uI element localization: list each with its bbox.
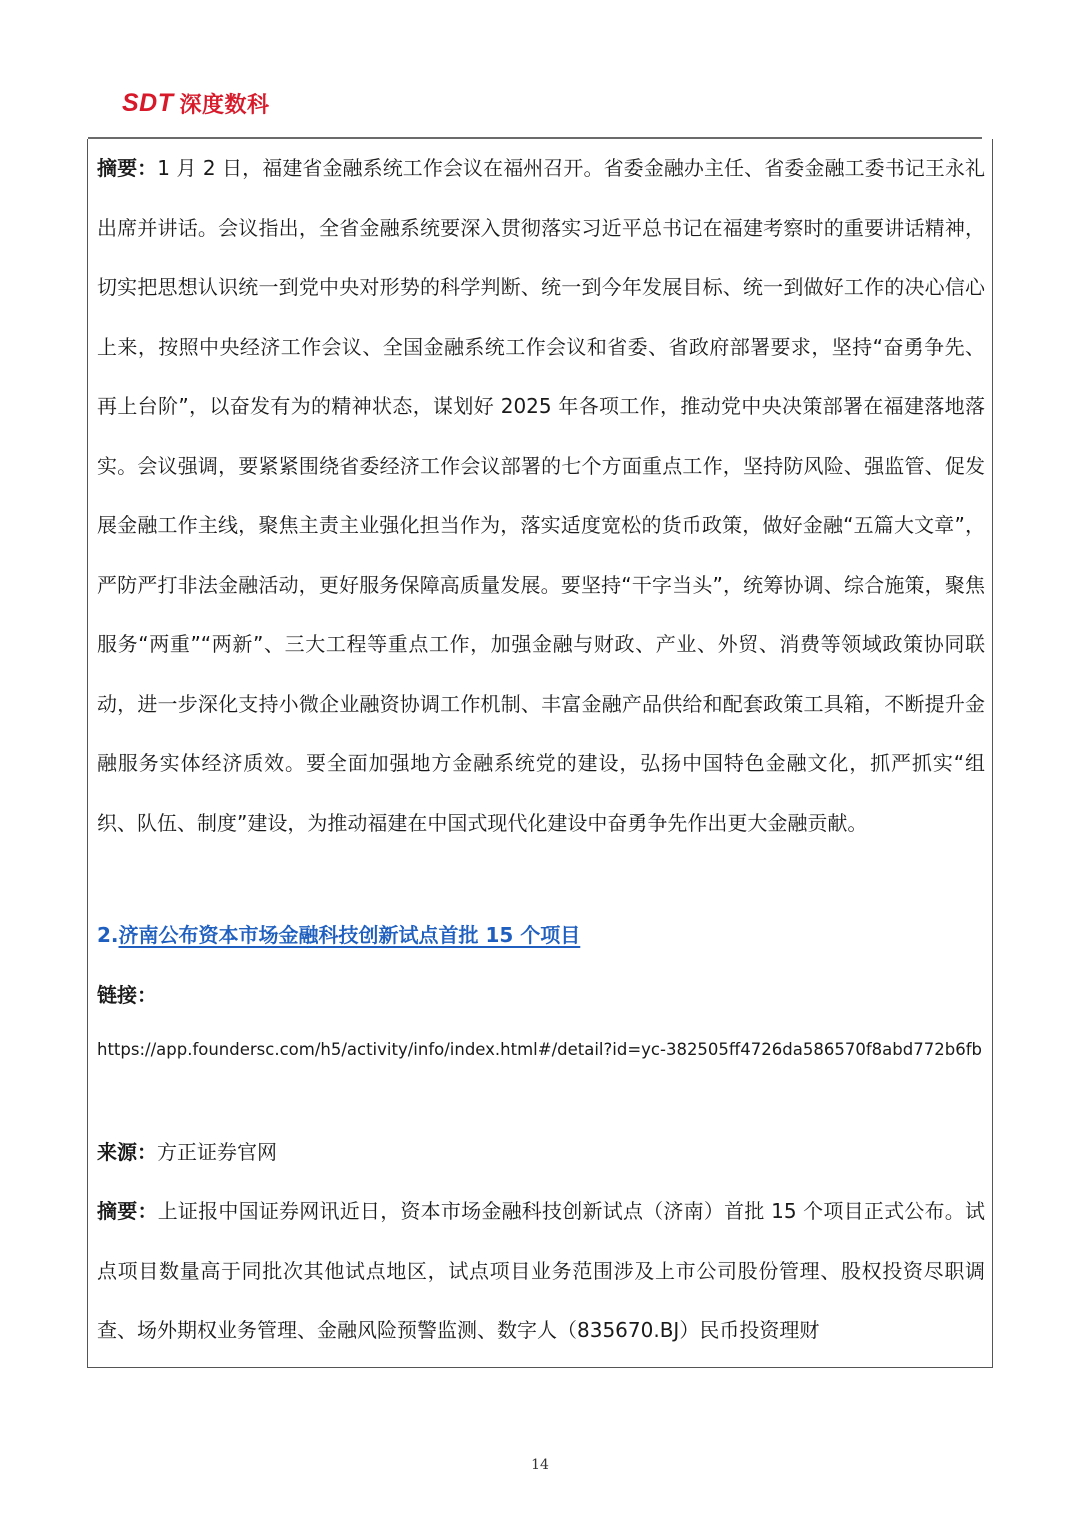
item2-source-value: 方正证券官网 xyxy=(157,1140,277,1164)
item1-summary-text: 1 月 2 日，福建省金融系统工作会议在福州召开。省委金融办主任、省委金融工委书记王永礼出席并讲话。会议指出，全省金融系统要深入贯彻落实习近平总书记在福建考察时的重要讲话精神，切实把思想认识统一到党中央对形势的科学判断、统一到今年发展目标、统一到做好工作的决心信心上来，按照中央经济工作会议、全国金融系统工作会议和省委、省政府部署要求，坚持“奋勇争先、再上台阶”，以奋发有为的精神状态，谋划好 2025 年各项工作，推动党中央决策部署在福建落地落实。会议强调，要紧紧围绕省委经济工作会议部署的七个方面重点工作，坚持防风险、强监管、促发展金融工作主线，聚焦主责主业强化担当作为，落实适度宽松的货币政策，做好金融“五篇大文章”，严防严打非法金融活动，更好服务保障高质量发展。要坚持“干字当头”，统筹协调、综合施策，聚焦服务“两重”“两新”、三大工程等重点工作，加强金融与财政、产业、外贸、消费等领域政策协同联动，进一步深化支持小微企业融资协调工作机制、丰富金融产品供给和配套政策工具箱，不断提升金融服务实体经济质效。要全面加强地方金融系统党的建设，弘扬中国特色金融文化，抓严抓实“组织、队伍、制度”建设，为推动福建在中国式现代化建设中奋勇争先作出更大金融贡献。 xyxy=(97,156,986,835)
item1-summary-label: 摘要： xyxy=(97,156,158,180)
item2-url[interactable]: https://app.foundersc.com/h5/activity/info/index.html#/detail?id=yc-382505ff4726da586570f8abd772b6fb xyxy=(97,1040,982,1059)
item1-summary xyxy=(97,139,985,909)
news-content-box xyxy=(87,139,993,1368)
item2-link-label: 链接： xyxy=(97,983,157,1007)
logo-mark: SDT xyxy=(122,88,174,117)
item2-source-label: 来源： xyxy=(97,1140,157,1164)
logo-name: 深度数科 xyxy=(179,92,270,118)
page-number: 14 xyxy=(531,1457,549,1473)
item2-summary xyxy=(97,1182,985,1362)
item2-source xyxy=(97,1123,277,1181)
item2-title xyxy=(97,906,580,964)
item2-summary-label: 摘要： xyxy=(97,1199,158,1223)
item2-number: 2. xyxy=(97,923,119,947)
item2-title-link[interactable]: 济南公布资本市场金融科技创新试点首批 15 个项目 xyxy=(118,923,581,947)
item2-summary-text: 上证报中国证券网讯近日，资本市场金融科技创新试点（济南）首批 15 个项目正式公布。试点项目数量高于同批次其他试点地区，试点项目业务范围涉及上市公司股份管理、股权投资尽职调查、场外期权业务管理、金融风险预警监测、数字人（835670.BJ）民币投资理财 xyxy=(97,1199,985,1342)
company-logo xyxy=(122,88,270,118)
